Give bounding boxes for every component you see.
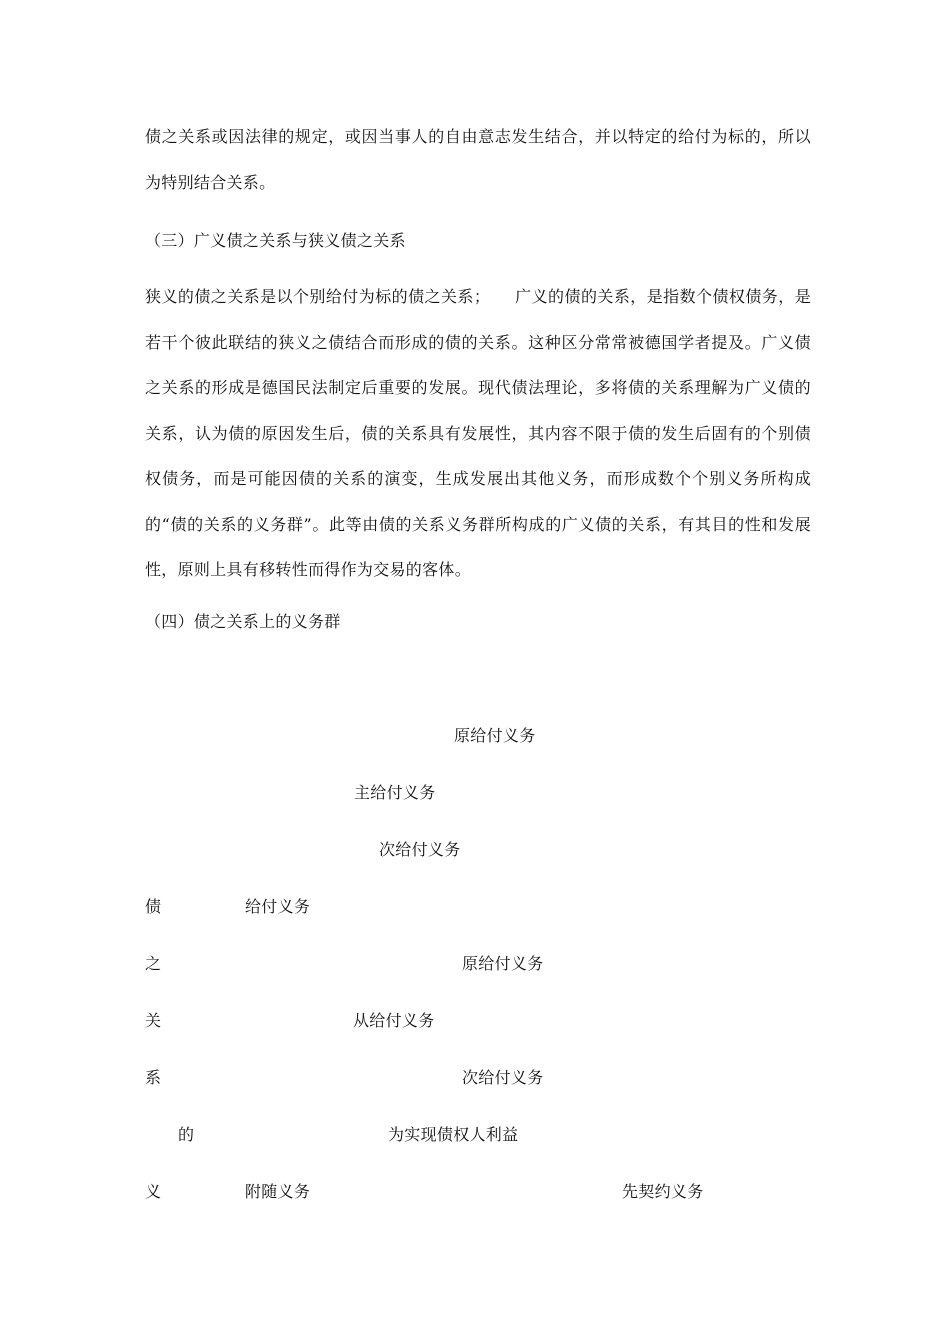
- paragraph-broad-narrow: 狭义的债之关系是以个别给付为标的债之关系； 广义的债的关系，是指数个债权债务，是若干个彼此联结的狭义之债结合而形成的债的关系。这种区分常常被德国学者提及。广义债之关系的形成是德国民法制定后重要的发展。现代债法理论，多将债的关系理解为广义债的关系，认为债的原因发生后，债的关系具有发展性，其内容不限于债的发生后固有的个别债权债务，而是可能因债的关系的演变，生成发展出其他义务，而形成数个个别义务所构成的“债的关系的义务群”。此等由债的关系义务群所构成的广义债的关系，有其目的性和发展性，原则上具有移转性而得作为交易的客体。: [145, 287, 811, 579]
- diagram-pre-contract-duty: 先契约义务: [622, 1182, 704, 1201]
- section-heading-4: （四）债之关系上的义务群: [145, 612, 341, 631]
- paragraph-obligation-relation: 债之关系或因法律的规定，或因当事人的自由意志发生结合，并以特定的给付为标的，所以为特别结合关系。: [145, 127, 811, 192]
- diagram-vertical-char-1: 债: [145, 897, 162, 916]
- diagram-payment-duty: 给付义务: [245, 897, 311, 916]
- diagram-vertical-char-6: 义: [145, 1182, 162, 1201]
- diagram-vertical-char-3: 关: [145, 1011, 162, 1030]
- section-heading-3: （三）广义债之关系与狭义债之关系: [145, 231, 406, 250]
- diagram-original-payment-duty: 原给付义务: [454, 726, 536, 745]
- diagram-secondary-payment-duty: 次给付义务: [379, 840, 461, 859]
- diagram-secondary-payment-duty-2: 次给付义务: [462, 1068, 544, 1087]
- diagram-main-payment-duty: 主给付义务: [354, 783, 436, 802]
- diagram-vertical-char-2: 之: [145, 954, 162, 973]
- diagram-vertical-char-5: 的: [178, 1125, 195, 1144]
- diagram-vertical-char-4: 系: [145, 1068, 162, 1087]
- diagram-subordinate-payment-duty: 从给付义务: [353, 1011, 435, 1030]
- diagram-creditor-interest: 为实现债权人利益: [388, 1125, 519, 1144]
- diagram-original-payment-duty-2: 原给付义务: [462, 954, 544, 973]
- diagram-accessory-duty: 附随义务: [245, 1182, 311, 1201]
